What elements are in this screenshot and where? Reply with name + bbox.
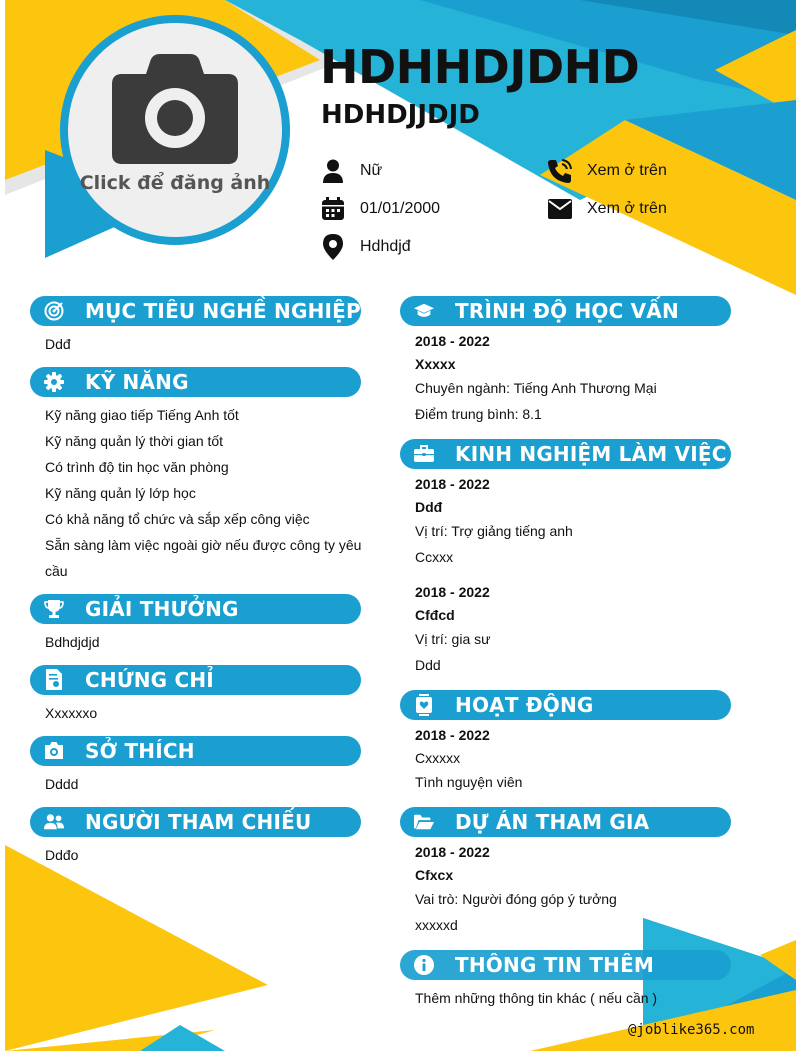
certificate-icon	[44, 670, 64, 690]
users-icon	[44, 812, 64, 832]
hobbies-text: Dddd	[45, 776, 79, 792]
phone-value: Xem ở trên	[587, 162, 667, 179]
section-skills-header	[30, 367, 361, 397]
project-period: 2018 - 2022	[415, 844, 490, 860]
address-value: Hdhdjđ	[360, 238, 411, 255]
graduation-cap-icon	[414, 301, 434, 321]
education-period: 2018 - 2022	[415, 333, 490, 349]
education-details	[415, 329, 657, 427]
section-additional-header	[400, 950, 731, 980]
activities-details	[415, 723, 522, 795]
section-certificates-header	[30, 665, 361, 695]
list-item: Kỹ năng giao tiếp Tiếng Anh tốt	[45, 407, 239, 423]
gender-value: Nữ	[360, 162, 383, 179]
full-name: HDHHDJDHD	[320, 40, 640, 94]
list-item: cầu	[45, 563, 68, 579]
watermark: @joblike365.com	[628, 1022, 755, 1038]
awards-text: Bdhdjdjd	[45, 634, 100, 650]
job-description: Ddd	[415, 657, 441, 673]
certificates-text: Xxxxxxo	[45, 705, 98, 721]
camera-icon	[44, 741, 64, 761]
experience-job-2	[415, 580, 491, 678]
dob-value: 01/01/2000	[360, 200, 441, 217]
briefcase-icon	[414, 444, 434, 464]
section-education-header	[400, 296, 731, 326]
section-projects-header	[400, 807, 731, 837]
dob-info	[320, 196, 440, 222]
list-item: Có trình độ tin học văn phòng	[45, 459, 229, 475]
section-education-title: TRÌNH ĐỘ HỌC VẤN	[455, 299, 679, 323]
education-school: Xxxxx	[415, 356, 456, 372]
section-hobbies-header	[30, 736, 361, 766]
list-item: Sẵn sàng làm việc ngoài giờ nếu được công ty yêu	[45, 537, 362, 553]
activity-role: Tình nguyện viên	[415, 774, 523, 790]
section-hobbies-title: SỞ THÍCH	[85, 739, 195, 763]
project-description: xxxxxd	[415, 917, 458, 933]
section-experience-header	[400, 439, 731, 469]
section-objective-header	[30, 296, 361, 326]
trophy-icon	[44, 599, 64, 619]
section-awards-title: GIẢI THƯỞNG	[85, 597, 239, 621]
badge-icon	[414, 695, 434, 715]
section-additional-title: THÔNG TIN THÊM	[455, 953, 655, 977]
additional-text: Thêm những thông tin khác ( nếu cần )	[415, 990, 658, 1006]
section-projects-title: DỰ ÁN THAM GIA	[455, 810, 650, 834]
section-activities-title: HOẠT ĐỘNG	[455, 693, 594, 717]
references-text: Ddđo	[45, 847, 79, 863]
section-activities-header	[400, 690, 731, 720]
education-major: Chuyên ngành: Tiếng Anh Thương Mại	[415, 380, 657, 396]
section-references-title: NGƯỜI THAM CHIẾU	[85, 810, 312, 834]
email-value: Xem ở trên	[587, 200, 667, 217]
target-icon	[44, 301, 64, 321]
info-icon	[414, 955, 434, 975]
job-position: Vị trí: gia sư	[415, 631, 491, 647]
activity-period: 2018 - 2022	[415, 727, 490, 743]
job-company: Cfđcd	[415, 607, 455, 623]
activity-org: Cxxxxx	[415, 750, 461, 766]
phone-info	[547, 158, 667, 184]
objective-text: Ddđ	[45, 336, 71, 352]
job-period: 2018 - 2022	[415, 584, 490, 600]
list-item: Kỹ năng quản lý lớp học	[45, 485, 196, 501]
section-experience-title: KINH NGHIỆM LÀM VIỆC	[455, 442, 727, 466]
avatar-upload-label[interactable]: Click để đăng ảnh	[79, 172, 271, 194]
envelope-icon	[547, 196, 573, 222]
email-info	[547, 196, 667, 222]
calendar-icon	[320, 196, 346, 222]
list-item: Kỹ năng quản lý thời gian tốt	[45, 433, 224, 449]
section-objective-title: MỤC TIÊU NGHỀ NGHIỆP	[85, 299, 361, 323]
projects-details	[415, 840, 617, 938]
camera-icon	[110, 54, 240, 166]
section-references-header	[30, 807, 361, 837]
job-position: Vị trí: Trợ giảng tiếng anh	[415, 523, 573, 539]
experience-job-1	[415, 472, 573, 570]
project-name: Cfxcx	[415, 867, 454, 883]
education-gpa: Điểm trung bình: 8.1	[415, 406, 542, 422]
project-role: Vai trò: Người đóng góp ý tưởng	[415, 891, 617, 907]
skills-list	[45, 402, 365, 584]
job-title: HDHDJJDJD	[321, 100, 480, 130]
gender-info	[320, 158, 382, 184]
phone-icon	[547, 158, 573, 184]
job-description: Ccxxx	[415, 549, 454, 565]
section-certificates-title: CHỨNG CHỈ	[85, 668, 214, 692]
address-info	[320, 234, 411, 260]
map-pin-icon	[320, 234, 346, 260]
section-awards-header	[30, 594, 361, 624]
job-period: 2018 - 2022	[415, 476, 490, 492]
user-icon	[320, 158, 346, 184]
gear-icon	[44, 372, 64, 392]
folder-open-icon	[414, 812, 434, 832]
list-item: Có khả năng tổ chức và sắp xếp công việc	[45, 511, 310, 527]
job-company: Ddđ	[415, 499, 443, 515]
section-skills-title: KỸ NĂNG	[85, 370, 189, 394]
